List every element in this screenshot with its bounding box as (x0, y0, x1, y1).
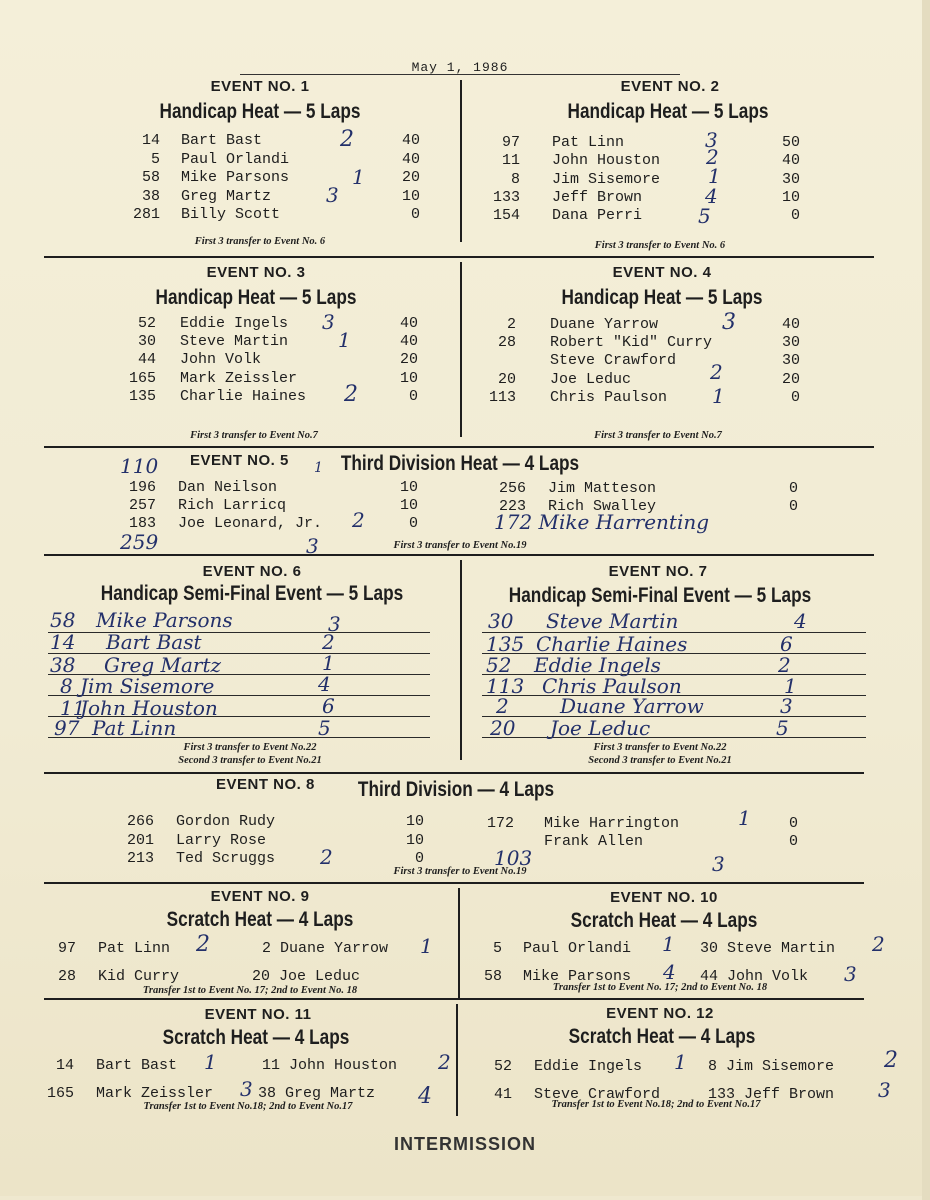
event-7-row-1-finish: 4 (794, 609, 807, 633)
event-2-row-1-handicap: 50 (781, 134, 800, 151)
event-6-row-5-number: 11 (60, 696, 86, 720)
event-2-row-3-finish: 1 (708, 164, 721, 188)
event-2-row-1-finish: 3 (705, 128, 718, 152)
event-9-row-1-opponent-finish: 1 (420, 934, 433, 958)
divider-vertical-4 (458, 888, 460, 998)
event-8-left-1-handicap: 10 (405, 813, 424, 830)
event-5-right-2-handicap: 0 (788, 498, 798, 515)
event-11-row-2-opponent-finish: 4 (418, 1084, 432, 1109)
event-4-row-4-number: 20 (497, 371, 516, 388)
event-10-row-1-number: 5 (492, 940, 502, 957)
event-5-title: Third Division Heat — 4 Laps (340, 452, 580, 475)
event-12-row-1-number: 52 (493, 1058, 512, 1075)
event-10-row-2-driver: Mike Parsons (523, 968, 632, 985)
event-7-row-4-finish: 1 (784, 674, 797, 698)
event-2-row-4-number: 133 (492, 189, 520, 206)
event-10-row-1-finish: 1 (662, 932, 675, 956)
event-1-row-2-number: 5 (150, 151, 160, 168)
event-8-hand-3: 3 (712, 852, 725, 876)
event-5-transfer-note: First 3 transfer to Event No.19 (393, 540, 527, 551)
event-1-row-1-handicap: 40 (401, 132, 420, 149)
event-8-transfer-note: First 3 transfer to Event No.19 (393, 866, 527, 877)
event-3-row-1-finish: 3 (322, 310, 335, 334)
event-7-row-2-finish: 6 (780, 632, 793, 656)
event-4-row-2-driver: Robert "Kid" Curry (550, 334, 713, 351)
event-6-row-6-finish: 5 (318, 716, 331, 740)
event-3-row-3-handicap: 20 (399, 351, 418, 368)
event-1-row-4-driver: Greg Martz (181, 188, 272, 205)
event-6-row-3-finish: 1 (322, 651, 335, 675)
event-4-transfer-note: First 3 transfer to Event No.7 (594, 430, 722, 441)
event-4-label: EVENT NO. 4 (612, 264, 712, 281)
event-8-left-2-number: 201 (126, 832, 154, 849)
event-2-title: Handicap Heat — 5 Laps (567, 100, 769, 123)
event-12-title: Scratch Heat — 4 Laps (568, 1025, 756, 1048)
event-8-left-3-handicap: 0 (414, 850, 424, 867)
event-2-row-1-driver: Pat Linn (552, 134, 625, 151)
event-6-row-2-number: 14 (50, 630, 76, 654)
divider-vertical-2 (460, 262, 462, 437)
event-1-label: EVENT NO. 1 (210, 78, 310, 95)
event-8-right-1-driver: Mike Harrington (544, 815, 680, 832)
event-12-row-1-driver: Eddie Ingels (534, 1058, 643, 1075)
event-10-row-1-opponent-finish: 2 (872, 932, 885, 956)
event-5-left-1-number: 196 (128, 479, 156, 496)
event-7-row-3-number: 52 (486, 653, 512, 677)
event-5-left-2-handicap: 10 (399, 497, 418, 514)
event-2-row-1-number: 97 (501, 134, 520, 151)
event-12-row-2-opponent: 133 Jeff Brown (708, 1086, 835, 1103)
event-7-row-6-number: 20 (490, 716, 516, 740)
event-3-row-2-driver: Steve Martin (180, 333, 289, 350)
event-8-title: Third Division — 4 Laps (357, 778, 555, 801)
event-1-row-2-driver: Paul Orlandi (181, 151, 290, 168)
event-6-row-3-driver: Greg Martz (104, 653, 222, 677)
event-8-left-3-finish: 2 (320, 845, 333, 869)
event-3-row-5-finish: 2 (344, 382, 358, 407)
event-5-right-1-handicap: 0 (788, 480, 798, 497)
event-8-right-1-finish: 1 (738, 806, 751, 830)
event-1-row-3-handicap: 20 (401, 169, 420, 186)
event-3-row-5-handicap: 0 (408, 388, 418, 405)
event-7-line-6 (482, 737, 866, 738)
event-9-row-1-number: 97 (57, 940, 76, 957)
event-3-row-5-number: 135 (128, 388, 156, 405)
event-1-row-5-number: 281 (132, 206, 160, 223)
event-2-row-3-driver: Jim Sisemore (552, 171, 661, 188)
event-2-row-3-handicap: 30 (781, 171, 800, 188)
event-10-row-2-finish: 4 (663, 960, 676, 984)
event-12-row-1-finish: 1 (674, 1050, 687, 1074)
event-3-row-2-finish: 1 (338, 328, 351, 352)
event-6-label: EVENT NO. 6 (202, 563, 302, 580)
event-11-row-1-number: 14 (55, 1057, 74, 1074)
event-5-right-1-number: 256 (498, 480, 526, 497)
event-2-transfer-note: First 3 transfer to Event No. 6 (594, 240, 726, 251)
event-4-row-4-driver: Joe Leduc (550, 371, 632, 388)
event-4-row-1-number: 2 (506, 316, 516, 333)
event-11-row-2-opponent: 38 Greg Martz (258, 1085, 376, 1102)
event-6-row-3-number: 38 (50, 653, 76, 677)
event-1-row-4-finish: 3 (326, 183, 339, 207)
event-11-row-1-opponent: 11 John Houston (262, 1057, 398, 1074)
event-11-row-2-driver: Mark Zeissler (96, 1085, 214, 1102)
event-6-row-2-finish: 2 (322, 630, 335, 654)
event-5-hand-1: 1 (314, 460, 323, 476)
event-5-left-2-number: 257 (128, 497, 156, 514)
event-7-label: EVENT NO. 7 (608, 563, 708, 580)
event-3-title: Handicap Heat — 5 Laps (155, 286, 357, 309)
event-6-transfer-note-2: Second 3 transfer to Event No.21 (178, 755, 322, 766)
event-2-row-3-number: 8 (510, 171, 520, 188)
event-4-row-4-finish: 2 (710, 360, 723, 384)
event-3-row-1-number: 52 (137, 315, 156, 332)
event-6-transfer-note-1: First 3 transfer to Event No.22 (183, 742, 317, 753)
event-11-label: EVENT NO. 11 (204, 1006, 312, 1023)
event-5-right-1-driver: Jim Matteson (548, 480, 657, 497)
event-3-row-4-handicap: 10 (399, 370, 418, 387)
event-4-row-4-handicap: 20 (781, 371, 800, 388)
event-2-row-2-number: 11 (501, 152, 520, 169)
event-7-transfer-note-2: Second 3 transfer to Event No.21 (588, 755, 732, 766)
event-8-label: EVENT NO. 8 (216, 776, 315, 793)
divider-horizontal-4 (44, 772, 864, 774)
event-12-row-2-driver: Steve Crawford (534, 1086, 661, 1103)
event-5-hand-3: 3 (306, 534, 319, 558)
event-1-row-1-driver: Bart Bast (181, 132, 263, 149)
event-1-row-2-handicap: 40 (401, 151, 420, 168)
event-4-row-3-driver: Steve Crawford (550, 352, 677, 369)
event-2-row-4-finish: 4 (705, 184, 718, 208)
event-7-title: Handicap Semi-Final Event — 5 Laps (508, 584, 812, 607)
event-8-right-2-handicap: 0 (788, 833, 798, 850)
event-12-row-1-opponent: 8 Jim Sisemore (708, 1058, 835, 1075)
event-5-left-3-finish: 2 (352, 508, 365, 532)
event-10-row-2-number: 58 (483, 968, 502, 985)
event-2-row-5-handicap: 0 (790, 207, 800, 224)
event-1-row-3-driver: Mike Parsons (181, 169, 290, 186)
event-11-transfer-note: Transfer 1st to Event No.18; 2nd to Event No.17 (143, 1101, 353, 1112)
event-5-hand-110: 110 (120, 454, 159, 478)
event-3-row-1-handicap: 40 (399, 315, 418, 332)
event-10-label: EVENT NO. 10 (610, 889, 718, 906)
event-11-title: Scratch Heat — 4 Laps (162, 1026, 350, 1049)
date-underline (240, 74, 680, 75)
page-edge (922, 0, 930, 1200)
event-5-label: EVENT NO. 5 (190, 452, 289, 469)
event-8-left-2-handicap: 10 (405, 832, 424, 849)
event-2-row-2-finish: 2 (706, 145, 719, 169)
event-12-row-1-opponent-finish: 2 (884, 1048, 898, 1073)
event-8-left-1-number: 266 (126, 813, 154, 830)
event-8-left-2-driver: Larry Rose (176, 832, 267, 849)
event-6-row-6-number: 97 (54, 716, 80, 740)
event-1-row-5-handicap: 0 (410, 206, 420, 223)
event-4-title: Handicap Heat — 5 Laps (561, 286, 763, 309)
event-1-transfer-note: First 3 transfer to Event No. 6 (194, 236, 326, 247)
event-11-row-2-number: 165 (46, 1085, 74, 1102)
event-5-right-2-number: 223 (498, 498, 526, 515)
event-6-title: Handicap Semi-Final Event — 5 Laps (100, 582, 404, 605)
event-9-row-1-driver: Pat Linn (98, 940, 171, 957)
event-3-row-4-number: 165 (128, 370, 156, 387)
event-7-transfer-note-1: First 3 transfer to Event No.22 (593, 742, 727, 753)
divider-vertical-1 (460, 80, 462, 242)
event-4-row-5-finish: 1 (712, 384, 725, 408)
event-9-row-2-number: 28 (57, 968, 76, 985)
event-6-row-1-number: 58 (50, 608, 76, 632)
event-11-row-1-driver: Bart Bast (96, 1057, 178, 1074)
event-4-row-2-number: 28 (497, 334, 516, 351)
event-6-row-5-driver: John Houston (80, 696, 218, 720)
event-7-row-5-finish: 3 (780, 694, 793, 718)
event-3-label: EVENT NO. 3 (206, 264, 306, 281)
event-7-row-5-driver: Duane Yarrow (560, 694, 704, 718)
event-1-row-3-number: 58 (141, 169, 160, 186)
event-4-row-1-driver: Duane Yarrow (550, 316, 659, 333)
event-5-hand-259: 259 (120, 530, 159, 554)
event-5-left-1-driver: Dan Neilson (178, 479, 278, 496)
event-9-row-2-opponent: 20 Joe Leduc (252, 968, 361, 985)
event-8-right-1-number: 172 (486, 815, 514, 832)
divider-horizontal-6 (44, 998, 864, 1000)
event-9-row-1-opponent: 2 Duane Yarrow (262, 940, 389, 957)
event-8-left-1-driver: Gordon Rudy (176, 813, 276, 830)
event-6-row-1-finish: 3 (328, 612, 341, 636)
event-7-row-2-number: 135 (486, 632, 525, 656)
event-7-row-1-number: 30 (488, 609, 514, 633)
event-8-right-2-driver: Frank Allen (544, 833, 644, 850)
program-date: May 1, 1986 (411, 60, 509, 75)
event-4-row-1-handicap: 40 (781, 316, 800, 333)
event-1-row-1-finish: 2 (340, 127, 354, 152)
event-2-row-2-handicap: 40 (781, 152, 800, 169)
event-4-row-5-handicap: 0 (790, 389, 800, 406)
event-9-row-1-finish: 2 (196, 932, 210, 957)
event-7-row-3-finish: 2 (778, 653, 791, 677)
event-5-left-2-driver: Rich Larricq (178, 497, 287, 514)
event-9-title: Scratch Heat — 4 Laps (166, 908, 354, 931)
event-12-row-2-number: 41 (493, 1086, 512, 1103)
event-5-right-2-driver: Rich Swalley (548, 498, 657, 515)
event-12-label: EVENT NO. 12 (606, 1005, 714, 1022)
event-12-transfer-note: Transfer 1st to Event No.18; 2nd to Event No.17 (551, 1099, 761, 1110)
divider-horizontal-3 (44, 554, 874, 556)
event-5-left-3-number: 183 (128, 515, 156, 532)
intermission-heading: INTERMISSION (393, 1134, 536, 1154)
event-6-row-4-number: 8 (60, 674, 73, 698)
event-8-left-3-driver: Ted Scruggs (176, 850, 276, 867)
event-4-row-3-handicap: 30 (781, 352, 800, 369)
event-2-label: EVENT NO. 2 (620, 78, 720, 95)
event-11-row-2-finish: 3 (240, 1077, 253, 1101)
event-3-row-2-number: 30 (137, 333, 156, 350)
event-11-row-1-opponent-finish: 2 (438, 1050, 451, 1074)
event-7-row-2-driver: Charlie Haines (536, 632, 688, 656)
event-10-transfer-note: Transfer 1st to Event No. 17; 2nd to Event No. 18 (552, 982, 768, 993)
event-10-title: Scratch Heat — 4 Laps (570, 909, 758, 932)
event-2-row-5-driver: Dana Perri (552, 207, 643, 224)
event-8-hand-103: 103 (494, 846, 533, 870)
event-7-row-5-number: 2 (496, 694, 509, 718)
event-1-row-4-number: 38 (141, 188, 160, 205)
event-1-row-3-finish: 1 (352, 165, 365, 189)
divider-horizontal-2 (44, 446, 874, 448)
event-5-left-3-driver: Joe Leonard, Jr. (178, 515, 323, 532)
event-9-transfer-note: Transfer 1st to Event No. 17; 2nd to Event No. 18 (142, 985, 358, 996)
event-1-title: Handicap Heat — 5 Laps (159, 100, 361, 123)
event-3-transfer-note: First 3 transfer to Event No.7 (190, 430, 318, 441)
event-9-row-2-driver: Kid Curry (98, 968, 180, 985)
event-2-row-5-finish: 5 (698, 204, 711, 228)
event-3-row-3-driver: John Volk (180, 351, 262, 368)
event-1-row-1-number: 14 (141, 132, 160, 149)
event-2-row-2-driver: John Houston (552, 152, 661, 169)
event-10-row-2-opponent: 44 John Volk (700, 968, 809, 985)
divider-horizontal-1 (44, 256, 874, 258)
divider-horizontal-5 (44, 882, 864, 884)
event-5-handwritten-entry: 172 Mike Harrenting (494, 510, 710, 534)
event-1-row-5-driver: Billy Scott (181, 206, 281, 223)
event-6-row-1-driver: Mike Parsons (96, 608, 233, 632)
event-1-row-4-handicap: 10 (401, 188, 420, 205)
event-8-right-1-handicap: 0 (788, 815, 798, 832)
event-2-row-4-handicap: 10 (781, 189, 800, 206)
event-12-row-2-opponent-finish: 3 (878, 1078, 891, 1102)
event-4-row-2-handicap: 30 (781, 334, 800, 351)
event-3-row-3-number: 44 (137, 351, 156, 368)
event-4-row-5-number: 113 (488, 389, 516, 406)
event-5-left-1-handicap: 10 (399, 479, 418, 496)
event-7-row-3-driver: Eddie Ingels (534, 653, 661, 677)
event-10-row-2-opponent-finish: 3 (844, 962, 857, 986)
event-7-row-6-driver: Joe Leduc (550, 716, 651, 740)
event-4-row-1-finish: 3 (722, 310, 736, 335)
event-6-row-2-driver: Bart Bast (106, 630, 202, 654)
event-6-row-4-finish: 4 (318, 672, 331, 696)
divider-vertical-5 (456, 1004, 458, 1116)
event-8-left-3-number: 213 (126, 850, 154, 867)
event-3-row-2-handicap: 40 (399, 333, 418, 350)
event-7-row-4-driver: Chris Paulson (542, 674, 682, 698)
event-7-row-6-finish: 5 (776, 716, 789, 740)
event-3-row-4-driver: Mark Zeissler (180, 370, 298, 387)
event-7-row-1-driver: Steve Martin (546, 609, 679, 633)
event-11-row-1-finish: 1 (204, 1050, 217, 1074)
divider-vertical-3 (460, 560, 462, 760)
event-3-row-5-driver: Charlie Haines (180, 388, 307, 405)
event-2-row-4-driver: Jeff Brown (552, 189, 643, 206)
event-7-row-4-number: 113 (486, 674, 525, 698)
event-10-row-1-opponent: 30 Steve Martin (700, 940, 836, 957)
event-2-row-5-number: 154 (492, 207, 520, 224)
event-6-row-6-driver: Pat Linn (92, 716, 177, 740)
event-9-label: EVENT NO. 9 (210, 888, 310, 905)
event-4-row-5-driver: Chris Paulson (550, 389, 668, 406)
event-10-row-1-driver: Paul Orlandi (523, 940, 632, 957)
event-6-row-5-finish: 6 (322, 694, 335, 718)
event-6-row-4-driver: Jim Sisemore (80, 674, 215, 698)
event-5-left-3-handicap: 0 (408, 515, 418, 532)
event-3-row-1-driver: Eddie Ingels (180, 315, 289, 332)
